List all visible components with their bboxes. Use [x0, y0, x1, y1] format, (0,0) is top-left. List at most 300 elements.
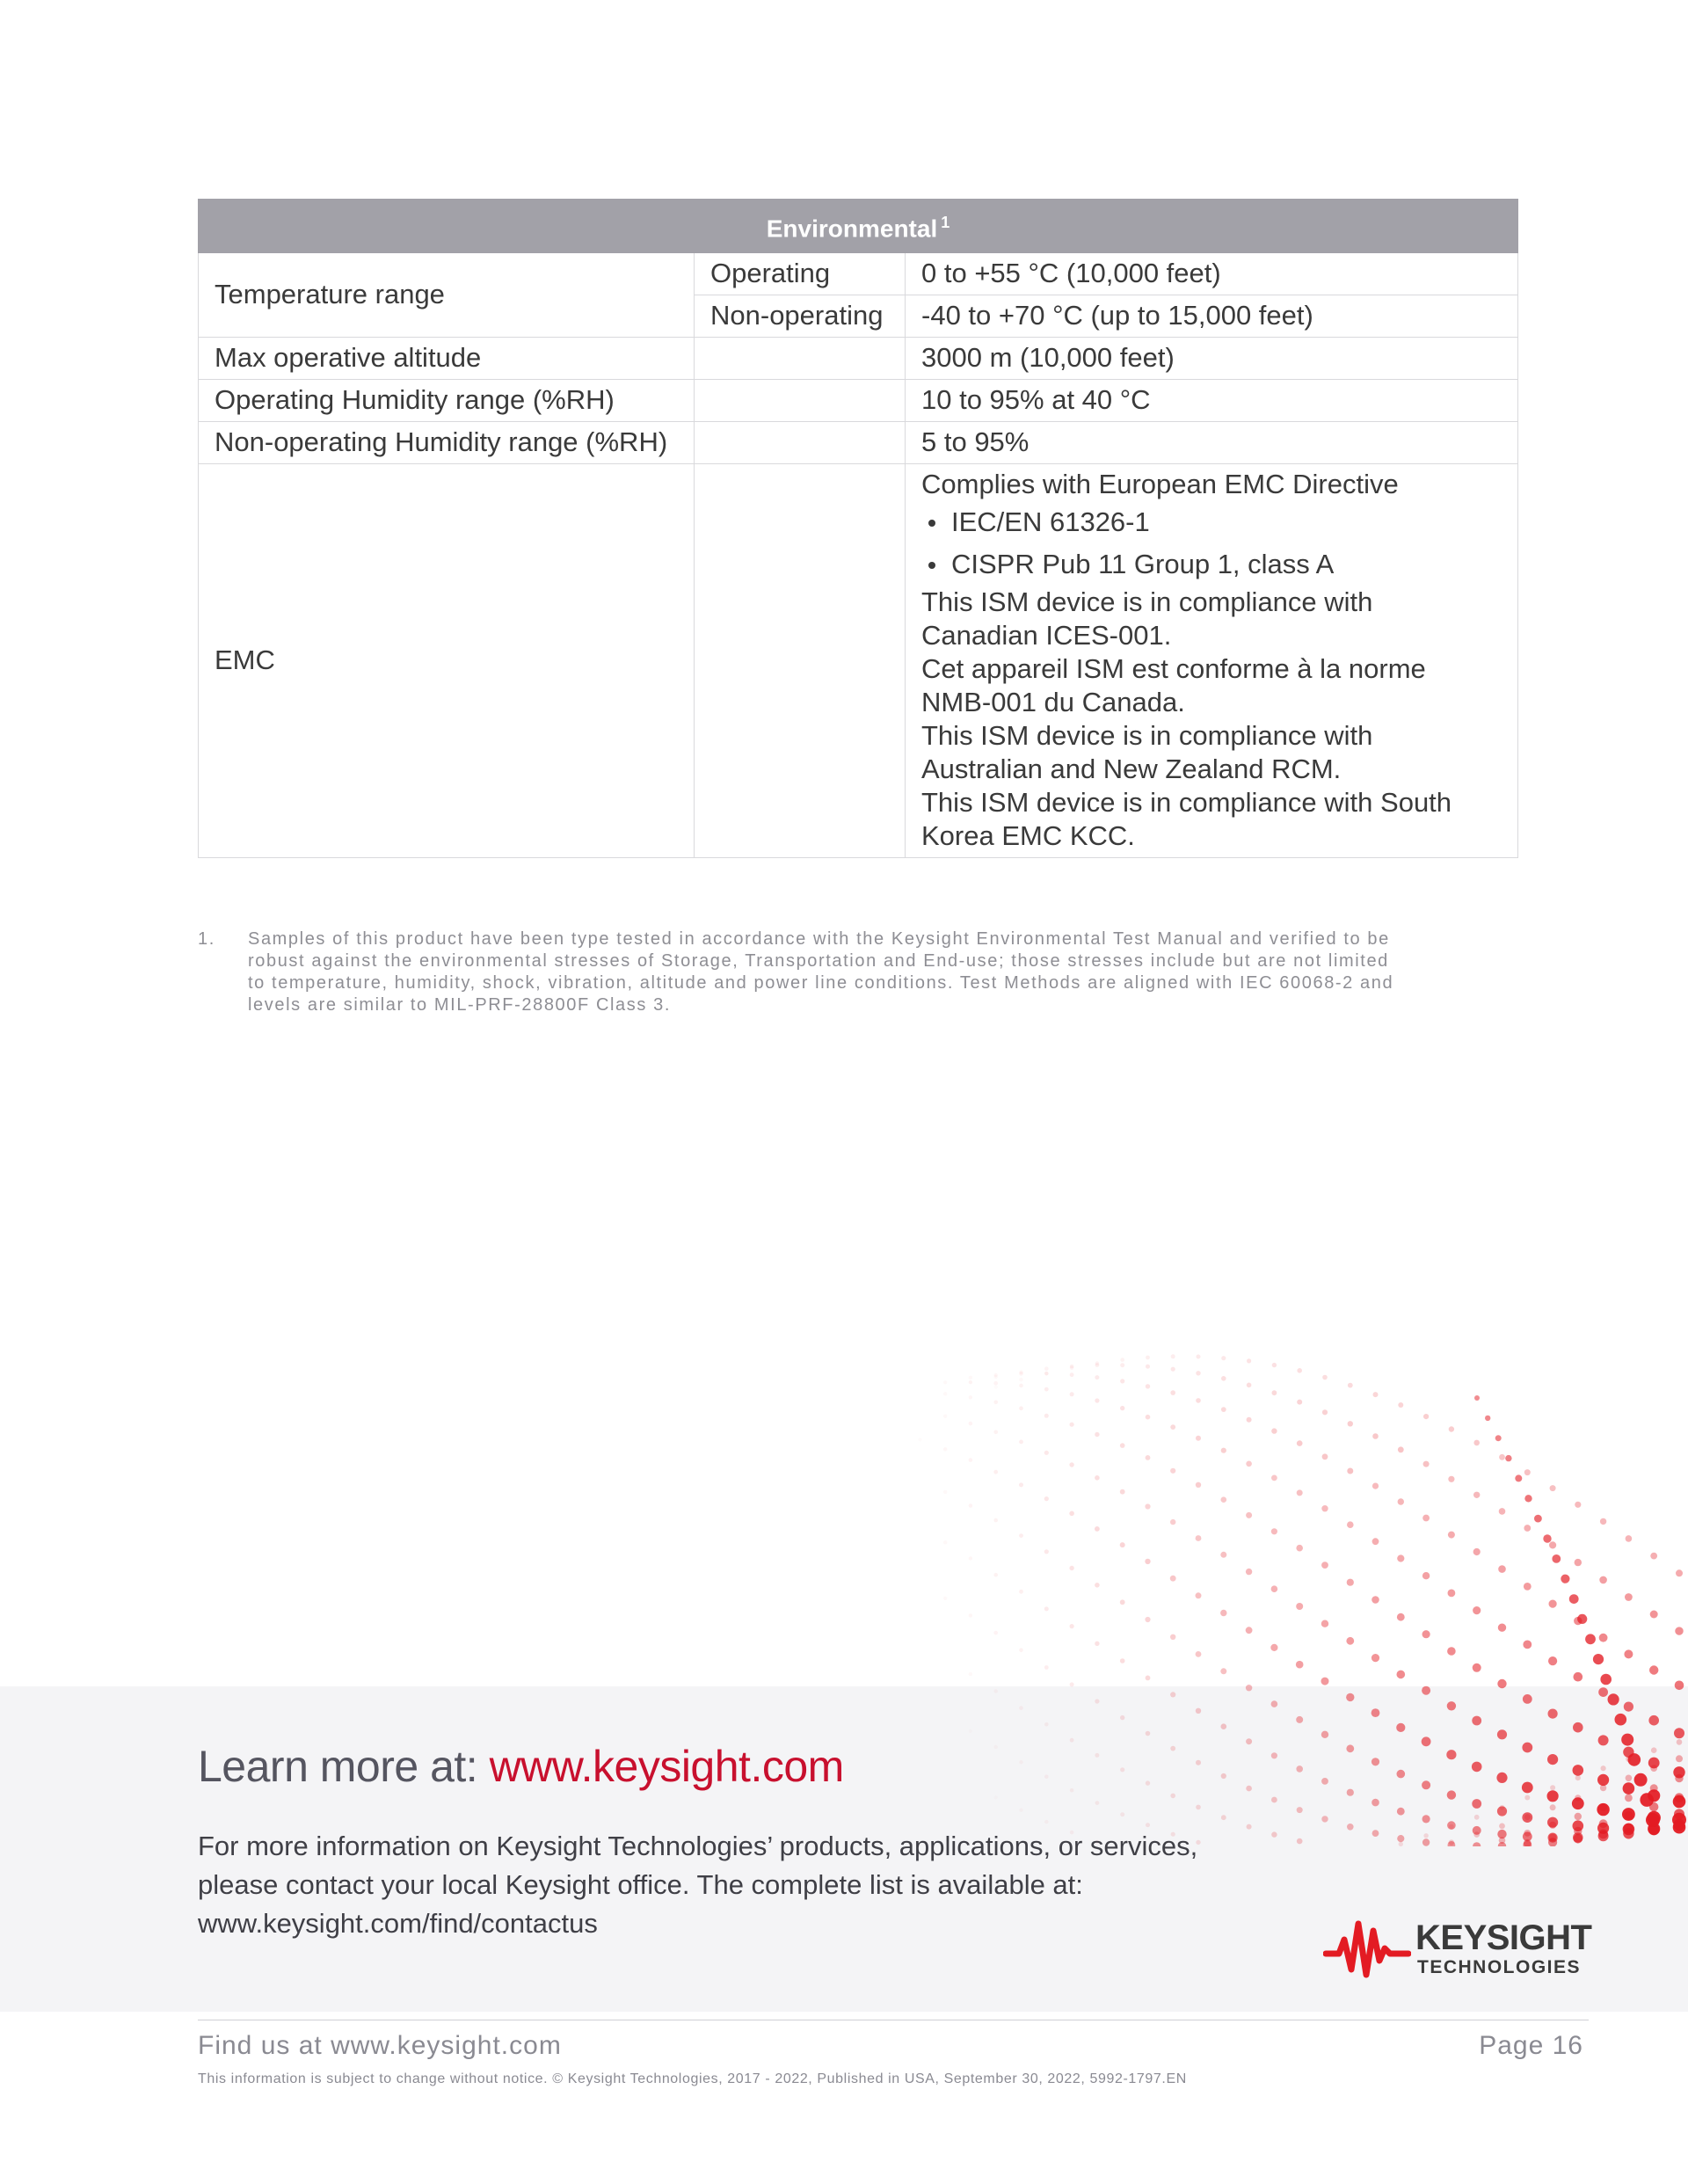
- table-title: Environmental: [766, 215, 938, 243]
- table-row: [199, 338, 1518, 380]
- decorative-dot: [1170, 1468, 1175, 1474]
- footnote: [198, 928, 1490, 1016]
- decorative-dot: [1548, 1709, 1558, 1719]
- row-sublabel: [695, 422, 906, 464]
- decorative-dot: [1573, 1765, 1584, 1776]
- decorative-dot: [1585, 1634, 1596, 1644]
- decorative-dot: [1499, 1454, 1505, 1460]
- row-value: 10 to 95% at 40 °C: [906, 380, 1518, 422]
- decorative-dot: [1170, 1692, 1175, 1697]
- decorative-dot: [1321, 1731, 1328, 1738]
- decorative-dot: [1044, 1451, 1049, 1455]
- decorative-dot: [1044, 1366, 1049, 1371]
- contact-line: please contact your local Keysight office. The complete list is available at:: [198, 1869, 1083, 1900]
- decorative-dot: [1640, 1793, 1654, 1807]
- decorative-dot: [1196, 1371, 1200, 1375]
- decorative-dot: [1473, 1440, 1480, 1446]
- decorative-dot: [1422, 1686, 1430, 1695]
- decorative-dot: [1598, 1735, 1609, 1745]
- decorative-dot: [1346, 1744, 1354, 1752]
- decorative-dot: [1271, 1700, 1278, 1707]
- decorative-dot: [1552, 1554, 1561, 1563]
- decorative-dot: [1523, 1641, 1532, 1649]
- decorative-dot: [1495, 1435, 1502, 1441]
- decorative-dot: [1170, 1634, 1175, 1640]
- decorative-dot: [1498, 1565, 1506, 1573]
- decorative-dot: [1673, 1819, 1684, 1831]
- decorative-dot: [1095, 1526, 1100, 1532]
- contact-link[interactable]: www.keysight.com/find/contactus: [198, 1908, 598, 1939]
- decorative-dot: [943, 1447, 947, 1451]
- decorative-dot: [1322, 1453, 1328, 1460]
- decorative-dot: [1651, 1747, 1657, 1753]
- decorative-dot: [1196, 1398, 1201, 1403]
- decorative-dot: [1247, 1383, 1252, 1388]
- decorative-dot: [1221, 1448, 1226, 1453]
- decorative-dot: [1271, 1475, 1277, 1481]
- decorative-dot: [1019, 1384, 1023, 1388]
- decorative-dot: [1624, 1649, 1633, 1658]
- emc-line: This ISM device is in compliance with: [921, 720, 1373, 751]
- decorative-dot: [1146, 1356, 1150, 1360]
- decorative-dot: [1396, 1723, 1405, 1732]
- decorative-dot: [1549, 1833, 1557, 1841]
- decorative-dot: [993, 1518, 998, 1523]
- decorative-dot: [969, 1380, 972, 1384]
- decorative-dot: [969, 1458, 973, 1462]
- decorative-dot: [1120, 1379, 1124, 1383]
- decorative-dot: [1044, 1665, 1049, 1670]
- decorative-dot: [1398, 1498, 1404, 1504]
- decorative-dot: [1575, 1502, 1581, 1508]
- decorative-dot: [1575, 1813, 1582, 1820]
- decorative-dot: [1145, 1617, 1150, 1622]
- decorative-dot: [1372, 1538, 1379, 1545]
- decorative-dot: [1550, 1485, 1556, 1491]
- decorative-dot: [943, 1540, 947, 1544]
- row-sublabel: [695, 338, 906, 380]
- decorative-dot: [1246, 1461, 1252, 1467]
- decorative-dot: [1372, 1433, 1379, 1439]
- emc-intro: Complies with European EMC Directive: [921, 469, 1399, 499]
- decorative-dot: [1070, 1624, 1074, 1628]
- decorative-dot: [1599, 1576, 1607, 1584]
- decorative-dot: [993, 1470, 998, 1474]
- decorative-dot: [1146, 1365, 1150, 1369]
- decorative-dot: [1145, 1503, 1150, 1509]
- decorative-dot: [943, 1392, 947, 1395]
- decorative-dot: [1146, 1731, 1151, 1736]
- decorative-dot: [1196, 1805, 1201, 1810]
- decorative-dot: [1674, 1728, 1684, 1738]
- decorative-dot: [1446, 1750, 1456, 1759]
- decorative-dot: [1623, 1782, 1635, 1795]
- contact-line: For more information on Keysight Technologies’ products, applications, or services,: [198, 1831, 1198, 1861]
- decorative-dot: [1221, 1773, 1226, 1779]
- decorative-dot: [1499, 1837, 1506, 1844]
- decorative-dot: [1120, 1812, 1124, 1816]
- row-label: Non-operating Humidity range (%RH): [199, 422, 695, 464]
- decorative-dot: [1044, 1820, 1048, 1824]
- row-value: -40 to +70 °C (up to 15,000 feet): [906, 295, 1518, 338]
- decorative-dot: [1677, 1739, 1683, 1745]
- decorative-dot: [1650, 1611, 1658, 1619]
- decorative-dot: [1220, 1610, 1226, 1616]
- decorative-dot: [1473, 1831, 1480, 1838]
- decorative-dot: [1044, 1496, 1049, 1501]
- decorative-dot: [1070, 1372, 1074, 1377]
- decorative-dot: [1120, 1715, 1124, 1720]
- decorative-dot: [1600, 1518, 1606, 1525]
- decorative-dot: [1019, 1809, 1022, 1812]
- footnote-line: levels are similar to MIL-PRF-28800F Class 3.: [248, 995, 672, 1015]
- decorative-dot: [1297, 1807, 1303, 1813]
- find-us-text: Find us at www.keysight.com: [198, 2031, 562, 2060]
- decorative-dot: [1372, 1654, 1379, 1662]
- decorative-dot: [1473, 1663, 1481, 1672]
- decorative-dot: [1120, 1658, 1125, 1663]
- decorative-dot: [1496, 1773, 1507, 1783]
- decorative-dot: [1598, 1687, 1608, 1697]
- table-row-emc: [199, 464, 1518, 858]
- decorative-dot: [1422, 1838, 1430, 1845]
- decorative-dot: [1574, 1834, 1583, 1844]
- decorative-dot: [1197, 1355, 1201, 1359]
- decorative-dot: [1574, 1827, 1582, 1835]
- decorative-dot: [943, 1597, 947, 1600]
- decorative-dot: [1220, 1552, 1226, 1558]
- decorative-dot: [1625, 1795, 1633, 1802]
- decorative-dot: [1626, 1535, 1633, 1542]
- decorative-dot: [1422, 1630, 1430, 1638]
- decorative-dot: [1044, 1372, 1049, 1376]
- decorative-dot: [1626, 1775, 1633, 1782]
- decorative-dot: [1272, 1363, 1277, 1367]
- decorative-dot: [1524, 1495, 1532, 1502]
- emc-line: NMB-001 du Canada.: [921, 687, 1185, 717]
- decorative-dot: [1549, 1541, 1556, 1548]
- decorative-dot: [1422, 1780, 1430, 1789]
- decorative-dot: [1473, 1492, 1480, 1498]
- learn-more-prefix: Learn more at:: [198, 1742, 490, 1791]
- decorative-dot: [1447, 1647, 1456, 1656]
- decorative-dot: [1321, 1562, 1328, 1569]
- decorative-dot: [1095, 1801, 1100, 1805]
- decorative-dot: [1220, 1668, 1226, 1674]
- decorative-dot: [1246, 1512, 1252, 1518]
- emc-line: Korea EMC KCC.: [921, 820, 1135, 851]
- decorative-dot: [1398, 1402, 1403, 1408]
- decorative-dot: [1422, 1815, 1430, 1823]
- decorative-dot: [1372, 1799, 1379, 1807]
- decorative-dot: [1246, 1569, 1252, 1575]
- decorative-dot: [1095, 1699, 1099, 1703]
- decorative-dot: [1146, 1780, 1150, 1785]
- decorative-dot: [1646, 1813, 1660, 1827]
- decorative-dot: [1297, 1368, 1302, 1373]
- decorative-dot: [1146, 1415, 1151, 1420]
- decorative-dot: [1322, 1375, 1328, 1380]
- decorative-dot: [1534, 1515, 1542, 1523]
- decorative-dot: [1146, 1455, 1151, 1460]
- decorative-dot: [1221, 1376, 1226, 1381]
- decorative-dot: [1070, 1788, 1074, 1793]
- decorative-dot: [1044, 1387, 1049, 1392]
- emc-line: Australian and New Zealand RCM.: [921, 753, 1342, 784]
- decorative-dot: [1347, 1789, 1354, 1796]
- decorative-dot: [1397, 1671, 1406, 1679]
- decorative-dot: [1095, 1432, 1099, 1437]
- row-value: 5 to 95%: [906, 422, 1518, 464]
- emc-line: This ISM device is in compliance with: [921, 586, 1373, 617]
- decorative-dot: [1247, 1417, 1252, 1423]
- decorative-dot: [1221, 1356, 1226, 1360]
- decorative-dot: [969, 1395, 972, 1399]
- decorative-dot: [1348, 1383, 1353, 1388]
- decorative-dot: [1628, 1753, 1641, 1766]
- decorative-dot: [1019, 1590, 1023, 1594]
- decorative-dot: [1196, 1760, 1201, 1765]
- decorative-dot: [1348, 1421, 1353, 1426]
- decorative-dot: [1347, 1521, 1354, 1528]
- decorative-dot: [1170, 1519, 1175, 1525]
- keysight-logo: [1323, 1918, 1592, 1980]
- decorative-dot: [1650, 1765, 1657, 1772]
- decorative-dot: [1522, 1782, 1533, 1794]
- row-label: Max operative altitude: [199, 338, 695, 380]
- decorative-dot: [1600, 1785, 1606, 1791]
- decorative-dot: [1649, 1665, 1658, 1674]
- decorative-dot: [1120, 1363, 1124, 1367]
- decorative-dot: [1676, 1569, 1683, 1576]
- decorative-dot: [1675, 1793, 1684, 1802]
- decorative-dot: [1515, 1474, 1522, 1481]
- keysight-wave-icon: [1323, 1918, 1411, 1980]
- decorative-dot: [1019, 1378, 1022, 1381]
- decorative-dot: [943, 1490, 947, 1494]
- decorative-dot: [1634, 1773, 1648, 1787]
- page-number: Page 16: [1479, 2031, 1583, 2060]
- decorative-dot: [1397, 1808, 1405, 1816]
- decorative-dot: [1485, 1416, 1490, 1421]
- decorative-dot: [1221, 1815, 1226, 1820]
- decorative-dot: [1019, 1760, 1022, 1764]
- decorative-dot: [1321, 1816, 1328, 1822]
- decorative-dot: [1296, 1716, 1303, 1723]
- row-sublabel: Non-operating: [695, 295, 906, 338]
- decorative-dot: [1372, 1596, 1379, 1604]
- decorative-dot: [1296, 1545, 1303, 1552]
- row-sublabel: [695, 380, 906, 422]
- decorative-dot: [1522, 1743, 1532, 1753]
- decorative-dot: [1499, 1824, 1505, 1830]
- emc-bullet: IEC/EN 61326-1: [921, 501, 1502, 543]
- decorative-dot: [1549, 1822, 1556, 1829]
- decorative-dot: [1597, 1774, 1609, 1786]
- decorative-dot: [993, 1573, 998, 1577]
- decorative-dot: [1019, 1649, 1023, 1653]
- decorative-dot: [1598, 1830, 1608, 1839]
- decorative-dot: [1070, 1682, 1074, 1686]
- decorative-dot: [918, 1438, 921, 1441]
- decorative-dot: [1472, 1762, 1482, 1773]
- decorative-dot: [1246, 1627, 1253, 1634]
- decorative-dot: [1675, 1627, 1683, 1634]
- decorative-dot: [1321, 1505, 1328, 1511]
- decorative-dot: [1397, 1770, 1406, 1779]
- footnote-line: robust against the environmental stresses of Storage, Transportation and End-use; those stresses include but are not limited: [248, 951, 1389, 971]
- decorative-dot: [1575, 1559, 1582, 1566]
- decorative-dot: [1321, 1620, 1328, 1627]
- decorative-dot: [1648, 1715, 1659, 1726]
- decorative-dot: [1448, 1590, 1456, 1598]
- decorative-dot: [993, 1381, 998, 1386]
- decorative-dot: [1423, 1461, 1430, 1467]
- environmental-spec-table: [198, 199, 1518, 858]
- decorative-dot: [969, 1556, 972, 1560]
- decorative-dot: [1573, 1722, 1583, 1733]
- footnote-number: 1.: [198, 929, 215, 949]
- decorative-dot: [1170, 1390, 1175, 1395]
- decorative-dot: [1524, 1525, 1531, 1532]
- decorative-dot: [1196, 1651, 1202, 1657]
- decorative-dot: [1422, 1515, 1430, 1522]
- decorative-dot: [1599, 1634, 1608, 1642]
- decorative-dot: [1070, 1392, 1074, 1396]
- decorative-dot: [1271, 1528, 1277, 1534]
- decorative-dot: [994, 1385, 998, 1388]
- decorative-dot: [1676, 1755, 1683, 1762]
- decorative-dot: [1170, 1424, 1175, 1430]
- decorative-dot: [1372, 1483, 1379, 1489]
- footnote-line: Samples of this product have been type tested in accordance with the Keysight Environmental Test Manual and verified to be: [248, 929, 1390, 949]
- decorative-dot: [1543, 1534, 1551, 1542]
- decorative-dot: [1297, 1400, 1302, 1405]
- learn-more-link[interactable]: www.keysight.com: [489, 1742, 844, 1791]
- decorative-dot: [1271, 1797, 1277, 1803]
- decorative-dot: [969, 1729, 972, 1733]
- decorative-dot: [1372, 1830, 1379, 1837]
- decorative-dot: [1624, 1824, 1633, 1833]
- decorative-dot: [1399, 1842, 1403, 1846]
- decorative-dot: [1196, 1535, 1202, 1541]
- decorative-dot: [1297, 1838, 1303, 1845]
- decorative-dot: [1569, 1594, 1579, 1604]
- decorative-dot: [1422, 1736, 1431, 1746]
- decorative-dot: [1473, 1606, 1481, 1614]
- decorative-dot: [1271, 1428, 1277, 1433]
- decorative-dot: [1449, 1426, 1454, 1431]
- decorative-dot: [1505, 1455, 1511, 1461]
- decorative-dot: [1547, 1790, 1559, 1802]
- decorative-dot: [1296, 1603, 1303, 1610]
- decorative-dot: [993, 1431, 998, 1435]
- decorative-dot: [1271, 1752, 1277, 1758]
- decorative-dot: [1246, 1685, 1252, 1691]
- decorative-dot: [993, 1401, 998, 1405]
- decorative-dot: [1270, 1644, 1277, 1651]
- decorative-dot: [1675, 1681, 1684, 1691]
- decorative-dot: [1171, 1354, 1175, 1358]
- decorative-dot: [1347, 1468, 1353, 1474]
- decorative-dot: [1575, 1795, 1581, 1801]
- decorative-dot: [1246, 1786, 1252, 1792]
- decorative-dot: [1120, 1542, 1125, 1547]
- decorative-dot: [1599, 1819, 1608, 1828]
- decorative-dot: [1423, 1833, 1428, 1838]
- decorative-dot: [1044, 1774, 1049, 1779]
- decorative-dot: [1044, 1722, 1049, 1727]
- decorative-dot: [1196, 1482, 1201, 1488]
- decorative-dot: [1549, 1600, 1557, 1608]
- decorative-dot: [1271, 1585, 1278, 1592]
- footnote-ref: 1: [941, 214, 950, 232]
- decorative-dot: [969, 1422, 973, 1426]
- decorative-dot: [1095, 1475, 1100, 1481]
- decorative-dot: [1423, 1414, 1429, 1419]
- decorative-dot: [1601, 1765, 1606, 1771]
- row-label: Temperature range: [199, 253, 695, 338]
- decorative-dot: [1196, 1708, 1201, 1714]
- table-header: [199, 200, 1518, 253]
- decorative-dot: [994, 1373, 998, 1377]
- emc-line: Canadian ICES-001.: [921, 620, 1172, 651]
- row-sublabel: [695, 464, 906, 858]
- decorative-dot: [1561, 1575, 1569, 1583]
- decorative-dot: [1448, 1532, 1455, 1539]
- decorative-dot: [1447, 1790, 1456, 1799]
- decorative-dot: [1474, 1395, 1480, 1401]
- decorative-dot: [994, 1795, 998, 1799]
- decorative-dot: [1372, 1758, 1379, 1765]
- decorative-dot: [1322, 1409, 1328, 1415]
- decorative-dot: [1069, 1462, 1073, 1467]
- decorative-dot: [1120, 1767, 1124, 1772]
- decorative-dot: [1095, 1642, 1099, 1646]
- decorative-dot: [1321, 1778, 1328, 1785]
- decorative-dot: [1577, 1614, 1587, 1624]
- decorative-dot: [1170, 1576, 1176, 1582]
- decorative-dot: [1497, 1679, 1506, 1688]
- decorative-dot: [1296, 1661, 1304, 1669]
- decorative-dot: [1019, 1533, 1023, 1538]
- row-value: 0 to +55 °C (10,000 feet): [906, 253, 1518, 295]
- emc-line: Cet appareil ISM est conforme à la norme: [921, 653, 1426, 684]
- decorative-dot: [1500, 1805, 1505, 1810]
- decorative-dot: [1524, 1814, 1531, 1820]
- decorative-dot: [1373, 1392, 1379, 1397]
- decorative-dot: [1675, 1774, 1683, 1782]
- emc-line: This ISM device is in compliance with South: [921, 787, 1452, 818]
- decorative-dot: [1447, 1701, 1456, 1710]
- decorative-dot: [1145, 1559, 1150, 1564]
- decorative-dot: [1449, 1824, 1454, 1830]
- decorative-dot: [1398, 1446, 1404, 1452]
- decorative-dot: [1070, 1423, 1074, 1427]
- decorative-dot: [1608, 1693, 1619, 1705]
- decorative-dot: [1550, 1804, 1556, 1810]
- decorative-dot: [1297, 1489, 1303, 1496]
- decorative-dot: [1523, 1694, 1532, 1704]
- legal-notice: This information is subject to change without notice. © Keysight Technologies, 2017 - 2022, Published in USA, September 30, 2022, 5992-1797.EN: [198, 2071, 1187, 2086]
- decorative-dot: [1346, 1637, 1354, 1645]
- decorative-dot: [1524, 1795, 1530, 1801]
- decorative-dot: [1547, 1754, 1558, 1765]
- table-row: [199, 380, 1518, 422]
- decorative-dot: [1296, 1765, 1303, 1773]
- decorative-dot: [1674, 1809, 1684, 1819]
- table-row: [199, 253, 1518, 295]
